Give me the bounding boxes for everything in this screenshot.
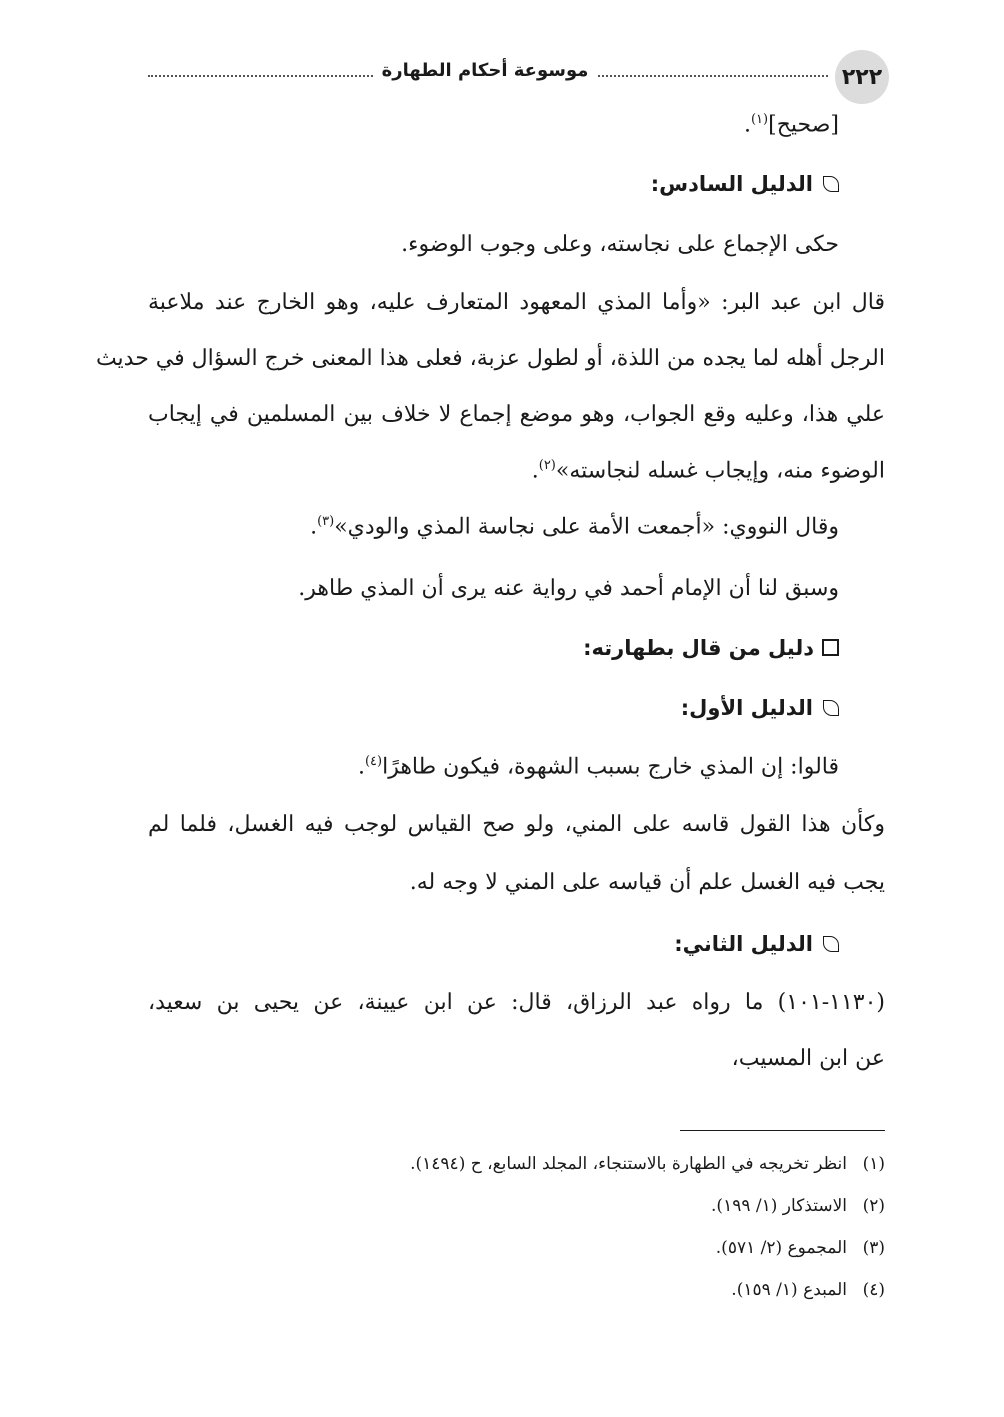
body-line: يجب فيه الغسل علم أن قياسه على المني لا وجه له. — [409, 870, 885, 895]
page-number: ٢٢٢ — [835, 50, 889, 104]
body-line: قال ابن عبد البر: «وأما المذي المعهود المتعارف عليه، وهو الخارج عند ملاعبة — [148, 290, 885, 315]
footnote-number: (٤) — [862, 1280, 885, 1300]
footnote: (٤)المبدع (١/ ١٥٩). — [731, 1280, 885, 1300]
body-line: وسبق لنا أن الإمام أحمد في رواية عنه يرى أن المذي طاهر. — [298, 576, 839, 601]
body-line: حكى الإجماع على نجاسته، وعلى وجوب الوضوء. — [401, 232, 839, 257]
section-heading: الدليل الأول: — [681, 696, 839, 721]
body-line: عن ابن المسيب، — [731, 1046, 885, 1071]
square-bullet-icon — [822, 639, 839, 656]
body-line: الوضوء منه، وإيجاب غسله لنجاسته»$^{(٢)}$. — [531, 458, 885, 484]
body-line: قالوا: إن المذي خارج بسبب الشهوة، فيكون طاهرًا$^{(٤)}$. — [357, 754, 839, 780]
leaf-bullet-icon — [823, 700, 839, 716]
running-title: موسوعة أحكام الطهارة — [381, 60, 589, 81]
body-line: وكأن هذا القول قاسه على المني، ولو صح القياس لوجب فيه الغسل، فلما لم — [148, 812, 885, 837]
footnote-separator — [680, 1130, 885, 1131]
page-header — [0, 44, 1004, 104]
leaf-bullet-icon — [823, 936, 839, 952]
footnote-number: (١) — [862, 1154, 885, 1174]
body-line: وقال النووي: «أجمعت الأمة على نجاسة المذي والودي»$^{(٣)}$. — [310, 514, 839, 540]
header-dotted-rule — [148, 75, 373, 77]
footnote: (١)انظر تخريجه في الطهارة بالاستنجاء، المجلد السابع، ح (١٤٩٤). — [410, 1154, 885, 1174]
section-heading: دليل من قال بطهارته: — [583, 636, 839, 661]
footnote: (٢)الاستذكار (١/ ١٩٩). — [711, 1196, 885, 1216]
footnote-ref: (٤) — [364, 754, 383, 769]
header-dotted-rule — [598, 75, 828, 77]
body-line: (١١٣٠-١٠١) ما رواه عبد الرزاق، قال: عن ابن عيينة، عن يحيى بن سعيد، — [148, 990, 885, 1015]
section-heading: الدليل الثاني: — [674, 932, 839, 957]
footnote-ref: (١) — [750, 112, 769, 127]
footnote-number: (٣) — [862, 1238, 885, 1258]
section-heading: الدليل السادس: — [651, 172, 839, 197]
leaf-bullet-icon — [823, 176, 839, 192]
body-line: الرجل أهله لما يجده من اللذة، أو لطول عزبة، فعلى هذا المعنى خرج السؤال في حديث — [95, 346, 885, 371]
body-line: علي هذا، وعليه وقع الجواب، وهو موضع إجماع لا خلاف بين المسلمين في إيجاب — [148, 402, 885, 427]
footnote-ref: (٣) — [317, 514, 335, 529]
footnote: (٣)المجموع (٢/ ٥٧١). — [715, 1238, 885, 1258]
footnote-number: (٢) — [862, 1196, 885, 1216]
footnote-ref: (٢) — [538, 458, 556, 473]
body-line: [صحيح]$^{(١)}$. — [743, 112, 839, 138]
